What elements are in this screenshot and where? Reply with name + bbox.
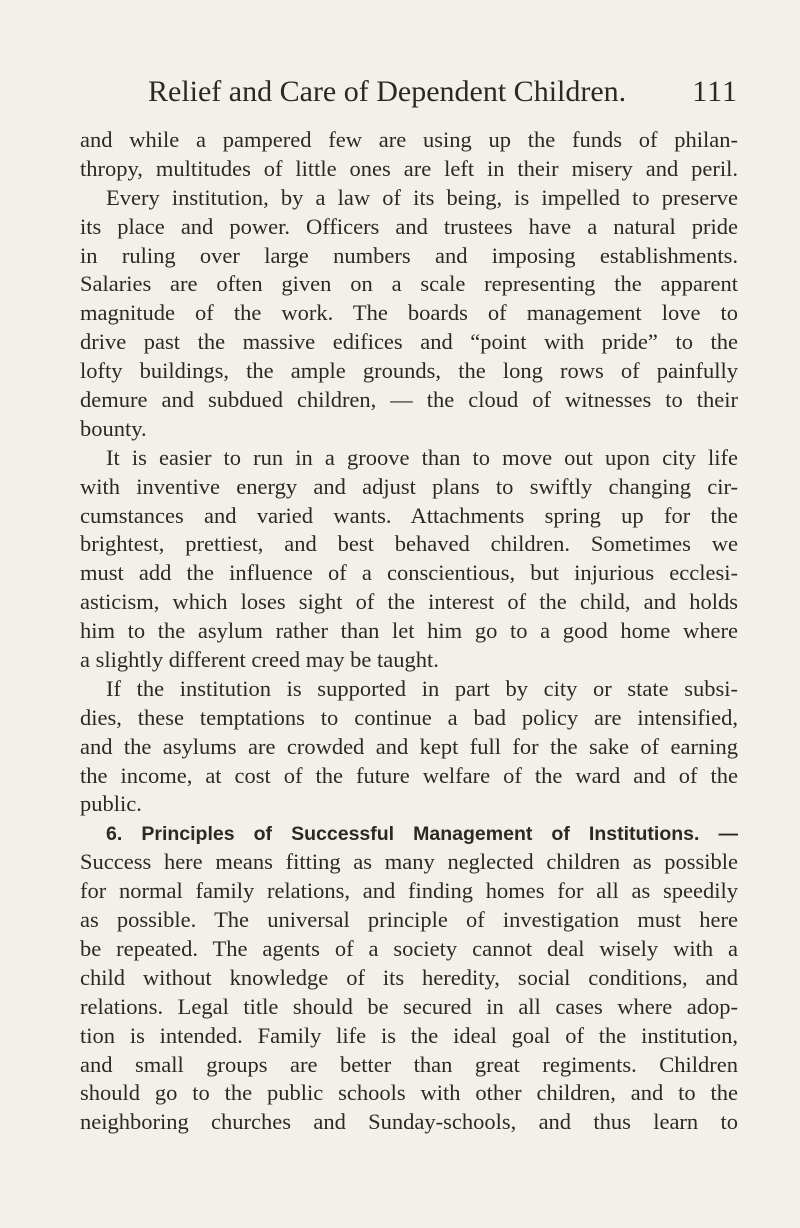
text-line: child without knowledge of its heredity, social conditions, and [80,964,738,990]
text-line: and while a pampered few are using up the funds of philan- [80,127,738,152]
text-line: drive past the massive edifices and “point with pride” to the [80,329,738,355]
section-heading: 6. Principles of Successful Management of Institutions. — [106,823,738,846]
text-line: It is easier to run in a groove than to move out upon city life [106,444,738,470]
text-line: tion is intended. Family life is the ideal goal of the institution, [80,1022,738,1048]
text-line: brightest, prettiest, and best behaved children. Sometimes we [80,531,738,557]
body-text [80,126,738,1137]
text-line: thropy, multitudes of little ones are left in their misery and peril. [80,155,738,181]
text-line: magnitude of the work. The boards of management love to [80,300,738,326]
text-line: as possible. The universal principle of investigation must here [80,907,738,933]
text-line: Every institution, by a law of its being, is impelled to preserve [106,184,738,210]
text-line: its place and power. Officers and trustees have a natural pride [80,213,738,239]
page-number: 111 [692,75,738,108]
text-line: lofty buildings, the ample grounds, the long rows of painfully [80,358,738,384]
text-line: with inventive energy and adjust plans to swiftly changing cir- [80,473,738,499]
text-line: and small groups are better than great regiments. Children [80,1051,738,1077]
text-line: should go to the public schools with other children, and to the [80,1080,738,1106]
text-line: for normal family relations, and finding homes for all as speedily [80,878,738,904]
text-line: in ruling over large numbers and imposing establishments. [80,242,738,268]
text-line: the income, at cost of the future welfare of the ward and of the [80,762,738,788]
text-line: Salaries are often given on a scale representing the apparent [80,271,738,297]
text-line: relations. Legal title should be secured in all cases where adop- [80,993,738,1019]
text-line: If the institution is supported in part by city or state subsi- [106,675,738,701]
text-line: Success here means fitting as many neglected children as possible [80,849,738,875]
text-line: asticism, which loses sight of the interest of the child, and holds [80,589,738,615]
text-line: must add the influence of a conscientious, but injurious ecclesi- [80,560,738,586]
text-line: him to the asylum rather than let him go to a good home where [80,618,738,644]
text-line: demure and subdued children, — the cloud of witnesses to their [80,387,738,413]
text-line: public. [80,791,142,817]
text-line: and the asylums are crowded and kept full for the sake of earning [80,733,738,759]
text-line: dies, these temptations to continue a bad policy are intensified, [80,704,738,730]
text-line: a slightly different creed may be taught. [80,647,439,673]
running-title: Relief and Care of Dependent Children. [148,75,627,108]
section-heading-line [80,819,738,848]
text-line: cumstances and varied wants. Attachments spring up for the [80,502,738,528]
text-line: be repeated. The agents of a society cannot deal wisely with a [80,935,738,961]
text-line: neighboring churches and Sunday-schools, and thus learn to [80,1109,738,1135]
page-header [148,72,738,112]
text-line: bounty. [80,415,147,441]
